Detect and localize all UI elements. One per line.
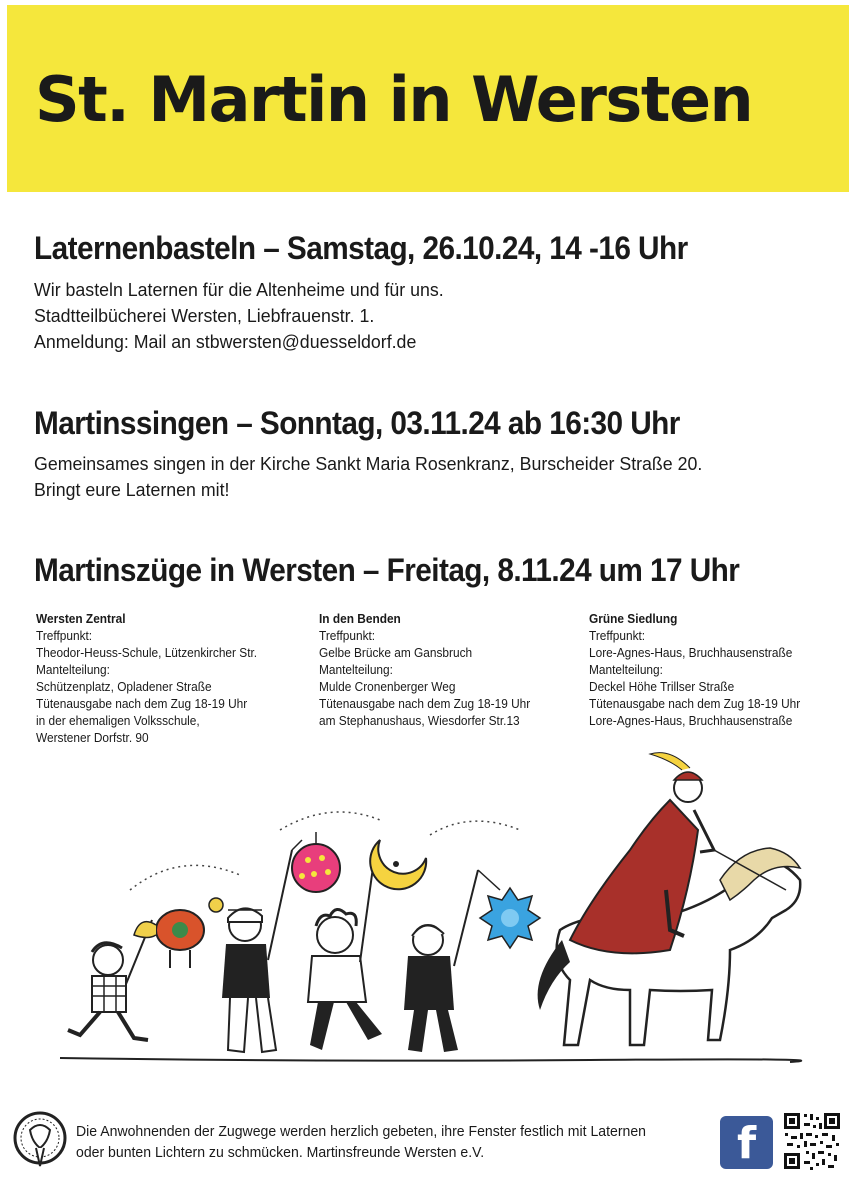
title-banner	[7, 5, 849, 192]
qr-code-icon[interactable]	[782, 1111, 842, 1171]
page-title: St. Martin in Wersten	[35, 63, 753, 136]
route-line: Treffpunkt:	[319, 629, 376, 643]
section-line: Gemeinsames singen in der Kirche Sankt Maria Rosenkranz, Burscheider Straße 20.	[34, 453, 703, 474]
route-line: in der ehemaligen Volksschule,	[36, 714, 200, 728]
pink-lantern	[292, 832, 340, 892]
route-wersten-zentral	[36, 611, 269, 747]
moon-lantern	[370, 840, 426, 889]
section-line: Wir basteln Laternen für die Altenheime und für uns.	[34, 279, 444, 300]
route-line: Mulde Cronenberger Weg	[319, 680, 456, 694]
section-heading: Martinszüge in Wersten – Freitag, 8.11.24 um 17 Uhr	[34, 552, 740, 588]
section-heading: Martinssingen – Sonntag, 03.11.24 ab 16:30 Uhr	[34, 405, 680, 441]
route-line: Treffpunkt:	[36, 629, 93, 643]
route-line: Mantelteilung:	[589, 663, 663, 677]
facebook-icon[interactable]: f	[720, 1116, 773, 1169]
route-line: Werstener Dorfstr. 90	[36, 731, 149, 745]
child-figure	[222, 850, 292, 1052]
route-title: Wersten Zentral	[36, 612, 126, 626]
section-martinszuege	[34, 552, 792, 589]
club-emblem-icon	[12, 1108, 68, 1172]
route-line: Tütenausgabe nach dem Zug 18-19 Uhr	[36, 697, 248, 711]
star-lantern	[478, 870, 540, 948]
child-figure	[68, 920, 152, 1040]
footer-line: Die Anwohnenden der Zugwege werden herzlich gebeten, ihre Fenster festlich mit Laternen	[76, 1124, 646, 1140]
route-line: Schützenplatz, Opladener Straße	[36, 680, 212, 694]
footer-notice	[76, 1122, 646, 1164]
section-line: Stadtteilbücherei Wersten, Liebfrauenstr. 1.	[34, 305, 375, 326]
route-line: Tütenausgabe nach dem Zug 18-19 Uhr	[319, 697, 531, 711]
route-line: Deckel Höhe Trillser Straße	[589, 680, 735, 694]
route-title: In den Benden	[319, 612, 401, 626]
section-line: Anmeldung: Mail an stbwersten@duesseldorf.de	[34, 331, 417, 352]
bird-lantern	[134, 898, 223, 968]
section-line: Bringt eure Laternen mit!	[34, 479, 230, 500]
route-line: Tütenausgabe nach dem Zug 18-19 Uhr	[589, 697, 801, 711]
route-title: Grüne Siedlung	[589, 612, 678, 626]
route-line: Mantelteilung:	[319, 663, 393, 677]
route-line: Gelbe Brücke am Gansbruch	[319, 646, 473, 660]
route-in-den-benden	[319, 611, 541, 730]
route-line: Lore-Agnes-Haus, Bruchhausenstraße	[589, 714, 793, 728]
st-martin-rider	[538, 753, 801, 1045]
footer-line: oder bunten Lichtern zu schmücken. Martinsfreunde Wersten e.V.	[76, 1145, 485, 1161]
route-line: Theodor-Heuss-Schule, Lützenkircher Str.	[36, 646, 258, 660]
route-line: am Stephanushaus, Wiesdorfer Str.13	[319, 714, 520, 728]
route-line: Lore-Agnes-Haus, Bruchhausenstraße	[589, 646, 793, 660]
section-martinssingen	[34, 405, 730, 503]
child-figure	[404, 870, 478, 1052]
section-laternenbasteln	[34, 230, 737, 355]
route-gruene-siedlung	[589, 611, 811, 730]
section-heading: Laternenbasteln – Samstag, 26.10.24, 14 -16 Uhr	[34, 230, 688, 266]
route-line: Mantelteilung:	[36, 663, 110, 677]
route-line: Treffpunkt:	[589, 629, 646, 643]
lantern-procession-illustration	[30, 740, 820, 1070]
